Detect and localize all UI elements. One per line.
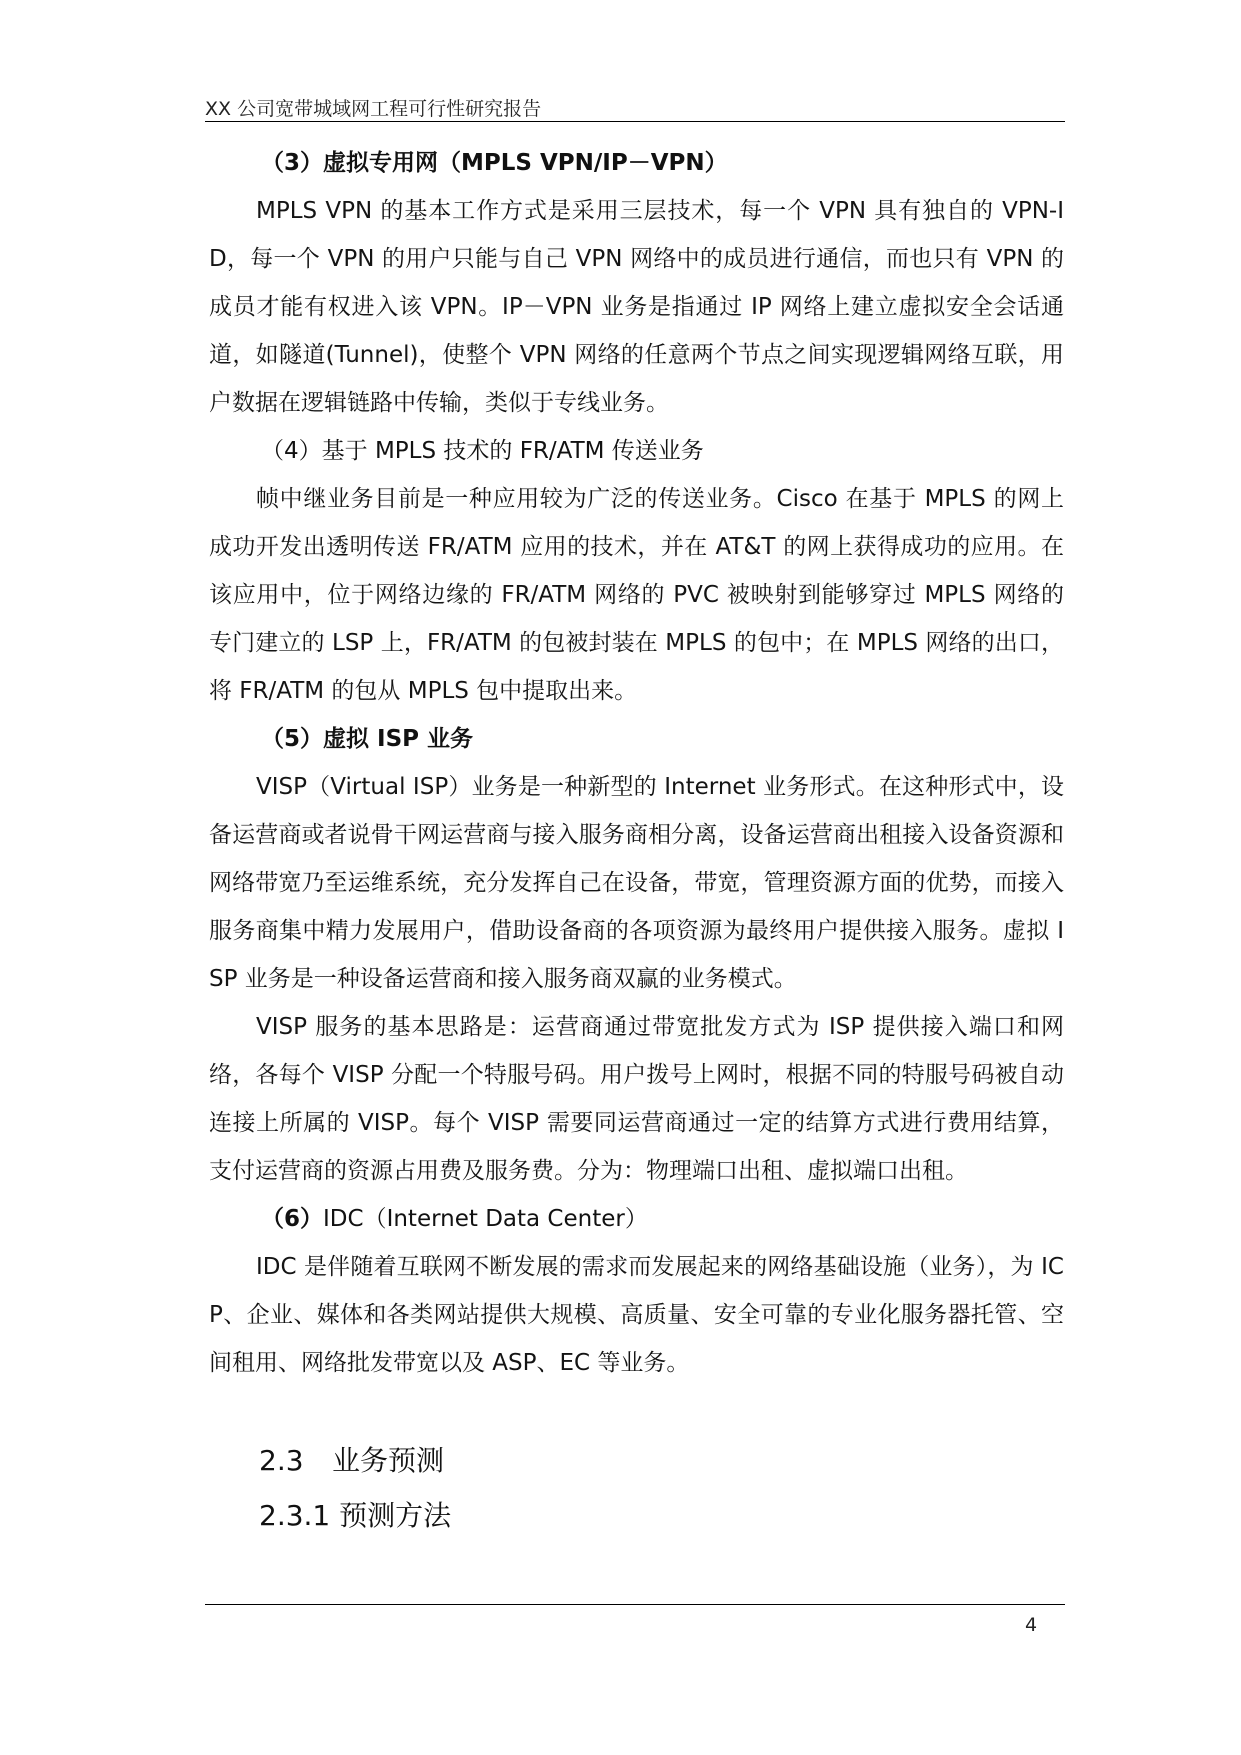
heading-fr-atm-transport: （4）基于 MPLS 技术的 FR/ATM 传送业务	[261, 438, 704, 464]
heading-virtual-private-network: （3）虚拟专用网（MPLS VPN/IP－VPN）	[261, 150, 728, 176]
footer-rule	[205, 1604, 1065, 1605]
page-number: 4	[1025, 1614, 1038, 1636]
heading-idc-number: （6）	[261, 1206, 324, 1232]
paragraph-mpls-vpn: MPLS VPN 的基本工作方式是采用三层技术，每一个 VPN 具有独自的 VPN-ID，每一个 VPN 的用户只能与自己 VPN 网络中的成员进行通信，而也只有 VPN 的成员才能有权进入该 VPN。IP－VPN 业务是指通过 IP 网络上建立虚拟安全会话通道，如隧道(Tunnel)，使整个 VPN 网络的任意两个节点之间实现逻辑网络互联，用户数据在逻辑链路中传输，类似于专线业务。	[209, 198, 1064, 416]
paragraph-frame-relay: 帧中继业务目前是一种应用较为广泛的传送业务。Cisco 在基于 MPLS 的网上成功开发出透明传送 FR/ATM 应用的技术，并在 AT&T 的网上获得成功的应用。在该应用中，位于网络边缘的 FR/ATM 网络的 PVC 被映射到能够穿过 MPLS 网络的专门建立的 LSP 上，FR/ATM 的包被封装在 MPLS 的包中；在 MPLS 网络的出口，将 FR/ATM 的包从 MPLS 包中提取出来。	[209, 486, 1064, 704]
section-spacer	[209, 1387, 1064, 1433]
subchapter-number: 2.3.1	[259, 1499, 331, 1532]
subchapter-heading	[209, 1488, 1064, 1543]
page-content	[209, 139, 1064, 1543]
paragraph-visp-service: VISP 服务的基本思路是：运营商通过带宽批发方式为 ISP 提供接入端口和网络，各每个 VISP 分配一个特服号码。用户拨号上网时，根据不同的特服号码被自动连接上所属的 VISP。每个 VISP 需要同运营商通过一定的结算方式进行费用结算，支付运营商的资源占用费及服务费。分为：物理端口出租、虚拟端口出租。	[209, 1014, 1064, 1184]
header-rule	[205, 121, 1065, 122]
paragraph-idc: IDC 是伴随着互联网不断发展的需求而发展起来的网络基础设施（业务），为 ICP、企业、媒体和各类网站提供大规模、高质量、安全可靠的专业化服务器托管、空间租用、网络批发带宽以及 ASP、EC 等业务。	[209, 1254, 1064, 1376]
heading-virtual-isp: （5）虚拟 ISP 业务	[261, 726, 473, 752]
page-header: XX 公司宽带城域网工程可行性研究报告	[205, 98, 542, 120]
chapter-number: 2.3	[259, 1444, 304, 1477]
heading-idc	[209, 1195, 1064, 1243]
chapter-heading	[209, 1433, 1064, 1488]
heading-idc-text: IDC（Internet Data Center）	[323, 1206, 648, 1232]
chapter-title: 业务预测	[332, 1444, 445, 1477]
paragraph-visp-intro: VISP（Virtual ISP）业务是一种新型的 Internet 业务形式。在这种形式中，设备运营商或者说骨干网运营商与接入服务商相分离，设备运营商出租接入设备资源和网络带宽乃至运维系统，充分发挥自己在设备，带宽，管理资源方面的优势，而接入服务商集中精力发展用户，借助设备商的各项资源为最终用户提供接入服务。虚拟 ISP 业务是一种设备运营商和接入服务商双赢的业务模式。	[209, 774, 1064, 992]
subchapter-title: 预测方法	[339, 1499, 452, 1532]
